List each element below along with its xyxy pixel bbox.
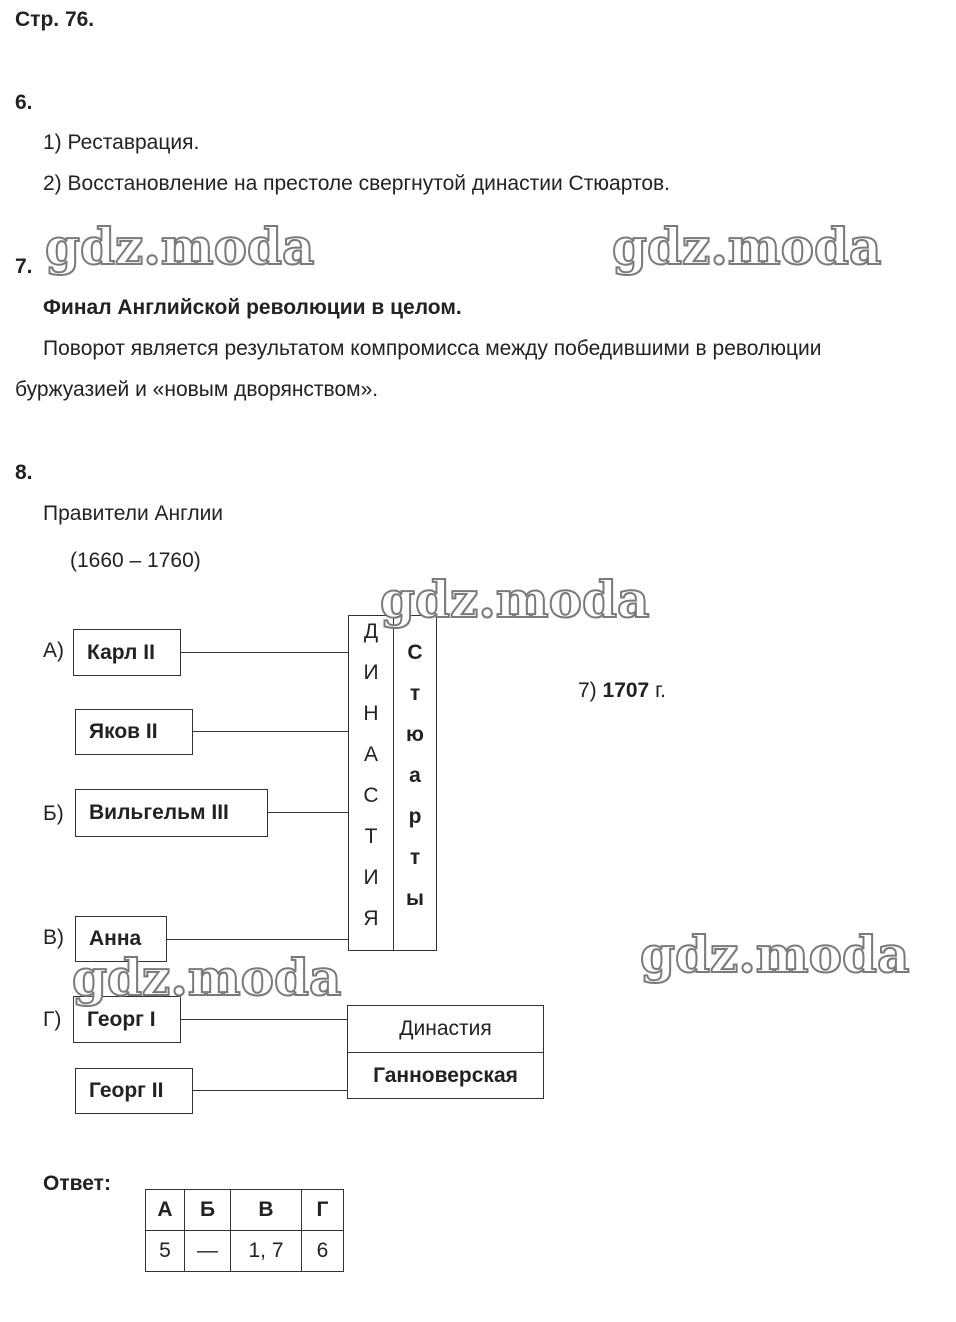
note-prefix: 7) [578, 679, 603, 702]
question-7-title: Финал Английской революции в целом. [43, 296, 462, 319]
letter: А [363, 743, 378, 766]
answer-header-cell: В [231, 1190, 302, 1231]
letter: р [408, 805, 422, 828]
diagram-caption: Правители Англии [43, 502, 224, 525]
letter: ы [406, 887, 424, 910]
ruler-name: Карл II [87, 640, 155, 664]
ruler-box-william-iii [75, 789, 268, 837]
question-8-number: 8. [15, 461, 33, 484]
letter: ю [406, 723, 424, 746]
watermark: gdz.moda [612, 217, 882, 276]
diagram-period: (1660 – 1760) [70, 549, 201, 572]
marker-v: В) [43, 926, 64, 949]
ruler-name: Яков II [89, 720, 158, 743]
question-6-answer-2: 2) Восстановление на престоле свергнутой династии Стюартов. [43, 172, 671, 195]
connector-line [193, 1090, 348, 1091]
union-year-note [578, 679, 666, 703]
answer-value-cell: 1, 7 [231, 1231, 302, 1272]
answer-table [145, 1189, 344, 1272]
answer-value-cell: — [185, 1231, 231, 1272]
page-heading: Стр. 76. [15, 8, 95, 31]
ruler-name: Вильгельм III [89, 801, 229, 824]
ruler-name: Георг II [89, 1079, 164, 1102]
marker-b: Б) [43, 802, 64, 825]
hanover-dynasty-box [347, 1005, 544, 1099]
letter: Т [364, 825, 378, 848]
connector-line [167, 939, 348, 940]
question-7-text-line-1: Поворот является результатом компромисса между победившими в революции [43, 337, 822, 360]
answer-header-row [146, 1190, 344, 1231]
note-year: 1707 [602, 679, 650, 702]
connector-line [193, 731, 348, 732]
answer-header-cell: Г [302, 1190, 344, 1231]
letter: т [409, 846, 421, 869]
question-7-text-line-2: буржуазией и «новым дворянством». [15, 378, 379, 401]
letter: С [407, 641, 423, 664]
connector-line [268, 812, 348, 813]
marker-a: А) [43, 639, 64, 662]
letter: а [409, 764, 421, 787]
hanover-box-top: Династия [348, 1006, 543, 1053]
letter: С [363, 784, 379, 807]
note-suffix: г. [649, 679, 666, 702]
answer-label: Ответ: [43, 1172, 111, 1195]
watermark: gdz.moda [640, 925, 910, 984]
connector-line [181, 652, 348, 653]
watermark: gdz.moda [72, 948, 342, 1007]
letter: Н [363, 702, 379, 725]
letter: И [363, 866, 379, 889]
letter: т [409, 682, 421, 705]
ruler-box-james-ii [75, 709, 193, 755]
watermark: gdz.moda [45, 217, 315, 276]
dynasty-word-vertical [348, 620, 394, 948]
letter: И [363, 661, 379, 684]
letter: Д [363, 620, 379, 643]
ruler-name: Георг I [87, 1007, 156, 1031]
stuarts-word-vertical [393, 641, 437, 928]
answer-value-row [146, 1231, 344, 1272]
connector-line [181, 1019, 348, 1020]
answer-header-cell: Б [185, 1190, 231, 1231]
question-7-number: 7. [15, 255, 33, 278]
ruler-name: Анна [89, 927, 142, 950]
question-6-answer-1: 1) Реставрация. [43, 131, 200, 154]
answer-value-cell: 5 [146, 1231, 185, 1272]
letter: Я [363, 907, 379, 930]
answer-value-cell: 6 [302, 1231, 344, 1272]
marker-g: Г) [43, 1008, 62, 1031]
answer-header-cell: А [146, 1190, 185, 1231]
watermark: gdz.moda [380, 570, 650, 629]
ruler-box-george-ii [75, 1068, 193, 1114]
question-6-number: 6. [15, 91, 33, 114]
hanover-box-bottom: Ганноверская [373, 1063, 518, 1087]
ruler-box-charles-ii [73, 629, 181, 676]
